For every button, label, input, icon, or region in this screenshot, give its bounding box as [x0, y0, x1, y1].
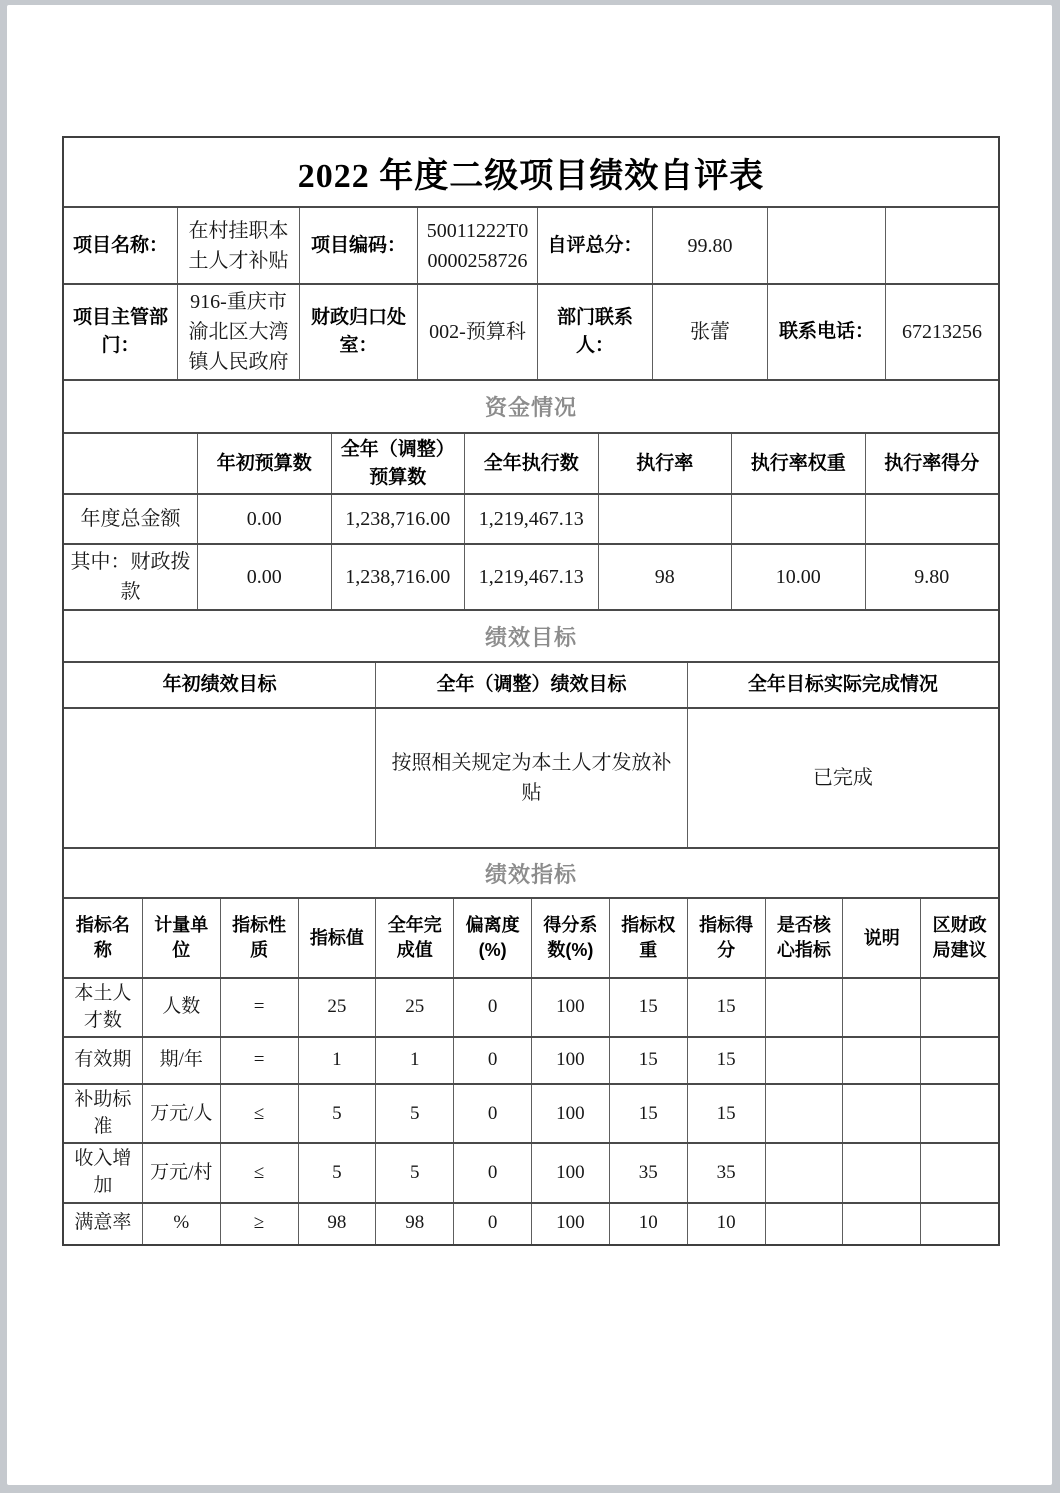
funds-cell: 98	[598, 545, 732, 609]
indicator-cell: 人数	[142, 979, 220, 1036]
project-code-value: 50011222T00000258726	[417, 208, 537, 283]
ind-header-unit: 计量单位	[142, 899, 220, 977]
indicator-cell	[842, 1204, 920, 1244]
ind-header-deviation: 偏离度(%)	[453, 899, 531, 977]
indicator-name: 补助标准	[74, 1089, 132, 1137]
indicator-cell: 10	[609, 1204, 687, 1244]
goals-header-row	[64, 661, 998, 707]
funds-header-exec-weight: 执行率权重	[731, 434, 865, 493]
funds-cell	[731, 495, 865, 543]
indicator-cell: ≤	[220, 1144, 298, 1201]
indicator-cell: 15	[687, 1038, 765, 1083]
project-name-label: 项目名称：	[72, 234, 168, 256]
indicator-cell: 25	[298, 979, 376, 1036]
funds-cell	[865, 495, 999, 543]
funds-cell: 1,219,467.13	[464, 545, 598, 609]
contact-person-value: 张蕾	[652, 285, 767, 379]
indicator-cell: 15	[609, 979, 687, 1036]
section-title-funds: 资金情况	[64, 379, 998, 432]
empty-cell	[767, 208, 885, 283]
indicator-cell: 15	[687, 1085, 765, 1142]
goals-adjusted-value: 按照相关规定为本土人才发放补贴	[375, 709, 686, 847]
funds-cell: 10.00	[731, 545, 865, 609]
section-title-goals: 绩效目标	[64, 609, 998, 661]
indicator-cell: ≥	[220, 1204, 298, 1244]
funds-header-exec-rate: 执行率	[598, 434, 732, 493]
indicator-name: 收入增加	[74, 1148, 132, 1197]
funds-header-row	[64, 432, 998, 493]
indicator-cell: 100	[531, 979, 609, 1036]
indicator-cell: 5	[298, 1144, 376, 1201]
goals-header-actual: 全年目标实际完成情况	[687, 663, 998, 707]
indicator-cell: 0	[453, 1144, 531, 1201]
indicator-cell: 35	[609, 1144, 687, 1201]
funds-cell	[598, 495, 732, 543]
ind-header-name: 指标名称	[75, 914, 130, 961]
ind-header-note: 说明	[842, 899, 920, 977]
funds-header-initial-budget: 年初预算数	[197, 434, 331, 493]
indicator-cell: 98	[375, 1204, 453, 1244]
indicator-cell	[842, 1144, 920, 1201]
goals-header-initial: 年初绩效目标	[162, 674, 277, 696]
funds-header-empty	[64, 434, 197, 493]
funds-cell: 1,219,467.13	[464, 495, 598, 543]
indicator-cell: 1	[298, 1038, 376, 1083]
indicator-cell: 0	[453, 1038, 531, 1083]
funds-header-executed: 全年执行数	[464, 434, 598, 493]
self-evaluation-form	[62, 136, 1000, 1246]
indicator-cell: 98	[298, 1204, 376, 1244]
indicator-cell	[920, 1204, 998, 1244]
indicator-cell: 100	[531, 1204, 609, 1244]
indicator-row-satisfaction	[64, 1202, 998, 1244]
project-code-label: 项目编码：	[299, 208, 417, 283]
ind-header-nature: 指标性质	[220, 899, 298, 977]
indicator-cell: 10	[687, 1204, 765, 1244]
indicator-cell	[842, 1085, 920, 1142]
indicator-cell	[842, 979, 920, 1036]
indicator-row-talent-count	[64, 977, 998, 1036]
indicator-name: 满意率	[74, 1212, 132, 1234]
indicator-cell: 万元/村	[142, 1144, 220, 1201]
indicator-cell	[920, 1144, 998, 1201]
funds-header-adjusted-budget: 全年（调整）预算数	[331, 434, 465, 493]
ind-header-score: 指标得分	[687, 899, 765, 977]
funds-cell: 9.80	[865, 545, 999, 609]
self-score-label: 自评总分：	[537, 208, 652, 283]
goals-actual-value: 已完成	[687, 709, 998, 847]
funds-cell: 0.00	[197, 495, 331, 543]
goals-content-row	[64, 707, 998, 847]
indicator-cell: 15	[609, 1085, 687, 1142]
indicator-cell: 0	[453, 1085, 531, 1142]
indicator-cell	[842, 1038, 920, 1083]
indicator-cell	[920, 1085, 998, 1142]
indicator-row-income-increase	[64, 1142, 998, 1201]
indicator-cell: %	[142, 1204, 220, 1244]
indicator-cell: 100	[531, 1085, 609, 1142]
fiscal-office-label: 财政归口处室：	[299, 285, 417, 379]
indicator-cell: 1	[375, 1038, 453, 1083]
basic-info-row-2	[64, 283, 998, 379]
department-value: 916-重庆市渝北区大湾镇人民政府	[177, 285, 299, 379]
funds-row-fiscal	[64, 543, 998, 609]
indicator-name: 有效期	[74, 1049, 132, 1071]
indicator-cell: =	[220, 979, 298, 1036]
project-name-value: 在村挂职本土人才补贴	[177, 208, 299, 283]
funds-cell: 1,238,716.00	[331, 545, 465, 609]
funds-row-label: 其中：财政拨款	[70, 551, 191, 604]
indicator-cell: 15	[687, 979, 765, 1036]
indicator-cell	[765, 1204, 843, 1244]
indicator-cell: 5	[298, 1085, 376, 1142]
indicator-cell: 万元/人	[142, 1085, 220, 1142]
document-page	[7, 5, 1052, 1485]
indicator-cell: 0	[453, 1204, 531, 1244]
indicator-cell	[765, 1144, 843, 1201]
indicator-cell: 25	[375, 979, 453, 1036]
indicator-cell: 5	[375, 1144, 453, 1201]
indicator-cell: 期/年	[142, 1038, 220, 1083]
indicator-cell	[920, 1038, 998, 1083]
department-label: 项目主管部门：	[72, 307, 168, 356]
ind-header-bureau-advice: 区财政局建议	[920, 899, 998, 977]
indicator-cell: 15	[609, 1038, 687, 1083]
self-score-value: 99.80	[652, 208, 767, 283]
ind-header-score-coef: 得分系数(%)	[531, 899, 609, 977]
phone-value: 67213256	[885, 285, 998, 379]
contact-person-label: 部门联系人：	[537, 285, 652, 379]
indicator-cell: 0	[453, 979, 531, 1036]
phone-label: 联系电话：	[767, 285, 885, 379]
indicators-header-row	[64, 897, 998, 977]
indicator-cell: 100	[531, 1038, 609, 1083]
indicator-cell: 35	[687, 1144, 765, 1201]
section-title-indicators: 绩效指标	[64, 847, 998, 897]
indicator-cell: 5	[375, 1085, 453, 1142]
goals-header-adjusted: 全年（调整）绩效目标	[375, 663, 686, 707]
indicator-cell	[765, 1085, 843, 1142]
funds-header-exec-score: 执行率得分	[865, 434, 999, 493]
indicator-cell: 100	[531, 1144, 609, 1201]
indicator-name: 本土人才数	[74, 983, 132, 1031]
funds-row-total	[64, 493, 998, 543]
funds-cell: 0.00	[197, 545, 331, 609]
funds-cell: 1,238,716.00	[331, 495, 465, 543]
form-title: 2022 年度二级项目绩效自评表	[297, 157, 765, 195]
indicator-cell: ≤	[220, 1085, 298, 1142]
indicator-row-validity	[64, 1036, 998, 1083]
indicator-row-subsidy-standard	[64, 1083, 998, 1142]
indicator-cell	[765, 1038, 843, 1083]
goals-initial-value	[64, 709, 375, 847]
ind-header-core: 是否核心指标	[765, 899, 843, 977]
basic-info-row-1	[64, 206, 998, 283]
indicator-cell	[920, 979, 998, 1036]
ind-header-weight: 指标权重	[609, 899, 687, 977]
indicator-cell: =	[220, 1038, 298, 1083]
ind-header-target: 指标值	[298, 899, 376, 977]
fiscal-office-value: 002-预算科	[417, 285, 537, 379]
funds-row-label: 年度总金额	[80, 508, 181, 531]
empty-cell	[885, 208, 998, 283]
indicator-cell	[765, 979, 843, 1036]
ind-header-completed: 全年完成值	[375, 899, 453, 977]
